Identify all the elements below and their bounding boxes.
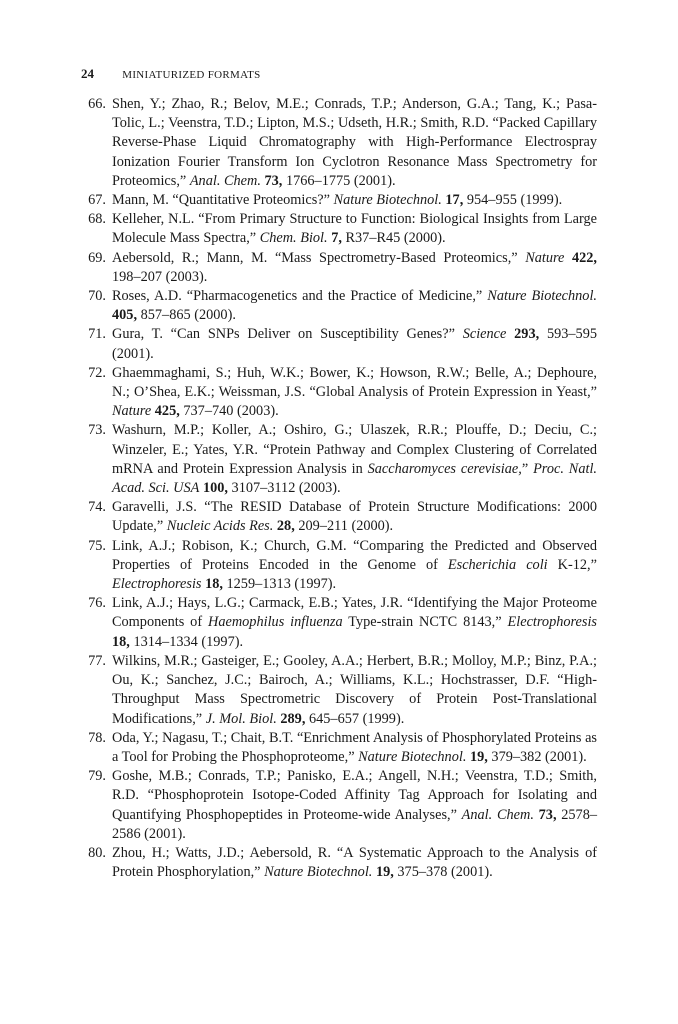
- reference-text: [112, 364, 597, 422]
- reference-item: [80, 729, 597, 767]
- reference-text-run: Wilkins, M.R.; Gasteiger, E.; Gooley, A.A.; Herbert, B.R.; Molloy, M.P.; Binz, P.A.; Ou, K.; Sanchez, J.C.; Bairoch, A.; Williams, K.L.; Hochstrasser, D.F. “High-Throughput Mass Spectrometric Discovery of Protein Post-Translational Modifications,”: [112, 652, 597, 727]
- reference-item: [80, 191, 597, 210]
- reference-text-run: Mann, M. “Quantitative Proteomics?”: [112, 192, 334, 209]
- reference-text-run: R37–R45 (2000).: [341, 230, 446, 247]
- reference-text-run: Type-strain NCTC 8143,”: [342, 614, 508, 631]
- reference-text-run: 737–740 (2003).: [179, 403, 279, 420]
- reference-text-run: Garavelli, J.S. “The RESID Database of Protein Structure Modifications: 2000 Update,”: [112, 499, 597, 535]
- reference-text-run: ”: [521, 460, 534, 477]
- reference-italic-text: Electrophoresis: [507, 614, 597, 631]
- reference-volume: 73,: [264, 172, 283, 189]
- page-header: [81, 66, 261, 82]
- reference-text: [112, 729, 597, 767]
- reference-volume: 405,: [112, 307, 138, 324]
- reference-text-run: Gura, T. “Can SNPs Deliver on Susceptibility Genes?”: [112, 326, 463, 343]
- reference-item: [80, 652, 597, 729]
- page-number: 24: [81, 66, 94, 81]
- reference-text-run: 3107–3112 (2003).: [227, 480, 341, 497]
- reference-text-run: Ghaemmaghami, S.; Huh, W.K.; Bower, K.; Howson, R.W.; Belle, A.; Dephoure, N.; O’Shea, E.K.; Weissman, J.S. “Global Analysis of Protein Expression in Yeast,”: [112, 364, 597, 401]
- reference-volume: 425,: [154, 403, 180, 420]
- reference-italic-text: Haemophilus influenza: [208, 614, 343, 631]
- reference-text: [112, 537, 597, 595]
- reference-volume: 19,: [375, 864, 394, 881]
- reference-number: 78.: [88, 729, 106, 746]
- reference-item: [80, 364, 597, 422]
- reference-number: 80.: [88, 844, 106, 861]
- reference-item: [80, 767, 597, 844]
- reference-number: 75.: [88, 537, 106, 554]
- reference-italic-text: Nature Biotechnol.: [333, 192, 442, 209]
- reference-number: 69.: [88, 249, 106, 266]
- reference-item: [80, 594, 597, 652]
- reference-volume: 100,: [202, 480, 228, 497]
- reference-list: [80, 95, 597, 882]
- reference-italic-text: Anal. Chem.: [189, 172, 261, 189]
- reference-text-run: 1259–1313 (1997).: [222, 576, 337, 593]
- reference-volume: 18,: [205, 576, 223, 593]
- reference-text: [112, 594, 597, 652]
- reference-volume: 7,: [331, 230, 342, 247]
- reference-text-run: [506, 326, 514, 342]
- reference-italic-text: Nucleic Acids Res.: [166, 518, 274, 535]
- reference-text-run: Link, A.J.; Hays, L.G.; Carmack, E.B.; Yates, J.R. “Identifying the Major Proteome Components of: [112, 595, 597, 631]
- reference-item: [80, 210, 597, 248]
- reference-text-run: Zhou, H.; Watts, J.D.; Aebersold, R. “A Systematic Approach to the Analysis of Protein Phosphorylation,”: [112, 844, 597, 881]
- reference-text: [112, 95, 597, 191]
- reference-text-run: K-12,”: [547, 556, 597, 573]
- reference-text-run: Link, A.J.; Robison, K.; Church, G.M. “Comparing the Predicted and Observed Properties of Proteins Encoded in the Genome of: [112, 537, 597, 573]
- reference-italic-text: Nature: [525, 249, 565, 266]
- reference-number: 66.: [88, 96, 106, 112]
- reference-italic-text: Nature Biotechnol.: [264, 864, 373, 881]
- reference-italic-text: Escherichia coli: [447, 556, 548, 573]
- reference-item: [80, 537, 597, 595]
- reference-text: [112, 287, 597, 325]
- reference-text-run: Roses, A.D. “Pharmacogenetics and the Practice of Medicine,”: [112, 288, 488, 305]
- reference-volume: 19,: [469, 748, 488, 765]
- reference-text-run: [564, 250, 572, 266]
- reference-text-run: 1314–1334 (1997).: [129, 633, 244, 650]
- reference-item: [80, 95, 597, 191]
- reference-text: [112, 191, 597, 210]
- reference-volume: 73,: [538, 806, 557, 823]
- reference-text-run: 1766–1775 (2001).: [282, 172, 396, 189]
- reference-text: [112, 498, 597, 536]
- reference-text-run: 2578–2586 (2001).: [112, 806, 597, 842]
- reference-text-run: Goshe, M.B.; Conrads, T.P.; Panisko, E.A.; Angell, N.H.; Veenstra, T.D.; Smith, R.D. “Phosphoprotein Isotope-Coded Affinity Tag Approach for Isolating and Quantifying Phosphopeptides in Proteome-wide Analyses,”: [112, 768, 597, 823]
- reference-italic-text: Electrophoresis: [112, 576, 202, 593]
- reference-text-run: 857–865 (2000).: [137, 307, 236, 324]
- running-title: MINIATURIZED FORMATS: [122, 69, 261, 81]
- reference-text-run: 198–207 (2003).: [112, 268, 208, 285]
- reference-item: [80, 325, 597, 363]
- reference-text: [112, 652, 597, 729]
- reference-italic-text: Nature Biotechnol.: [487, 288, 597, 305]
- reference-item: [80, 421, 597, 498]
- reference-text: [112, 767, 597, 844]
- reference-text: [112, 844, 597, 882]
- reference-italic-text: Nature Biotechnol.: [358, 748, 467, 765]
- reference-text-run: Oda, Y.; Nagasu, T.; Chait, B.T. “Enrichment Analysis of Phosphorylated Proteins as a Tool for Probing the Phosphoproteome,”: [112, 729, 597, 765]
- reference-italic-text: Chem. Biol.: [259, 230, 328, 247]
- reference-text-run: Aebersold, R.; Mann, M. “Mass Spectrometry-Based Proteomics,”: [112, 249, 526, 266]
- reference-volume: 289,: [280, 710, 306, 727]
- reference-volume: 17,: [445, 192, 464, 209]
- reference-number: 71.: [88, 326, 106, 343]
- reference-text-run: Kelleher, N.L. “From Primary Structure to Function: Biological Insights from Large Molecule Mass Spectra,”: [112, 211, 597, 247]
- reference-text: [112, 249, 597, 287]
- reference-text: [112, 421, 597, 498]
- reference-text-run: 645–657 (1999).: [305, 710, 405, 727]
- reference-volume: 293,: [514, 326, 540, 343]
- reference-item: [80, 498, 597, 536]
- reference-number: 70.: [88, 288, 106, 305]
- reference-text-run: 379–382 (2001).: [487, 748, 587, 765]
- reference-text: [112, 325, 597, 363]
- reference-italic-text: Proc. Natl. Acad. Sci. USA: [112, 460, 597, 497]
- reference-italic-text: Nature: [112, 403, 152, 420]
- reference-italic-text: Anal. Chem.: [461, 806, 534, 823]
- reference-number: 74.: [88, 499, 106, 516]
- reference-number: 72.: [88, 364, 106, 381]
- reference-number: 77.: [88, 652, 106, 669]
- reference-number: 68.: [88, 211, 106, 228]
- reference-text-run: 593–595 (2001).: [112, 326, 597, 362]
- reference-italic-text: Saccharomyces cerevisiae,: [367, 460, 522, 477]
- reference-italic-text: J. Mol. Biol.: [205, 710, 277, 727]
- reference-volume: 28,: [276, 518, 295, 535]
- reference-text-run: 375–378 (2001).: [393, 864, 493, 881]
- reference-text-run: Shen, Y.; Zhao, R.; Belov, M.E.; Conrads, T.P.; Anderson, G.A.; Tang, K.; Pasa-Tolic, L.; Veenstra, T.D.; Lipton, M.S.; Udseth, H.R.; Smith, R.D. “Packed Capillary Reverse-Phase Liquid Chromatography with High-Performance Electrospray Ionization Fourier Transform Ion Cyclotron Resonance Mass Spectrometry for Proteomics,”: [112, 96, 597, 189]
- reference-number: 73.: [88, 422, 106, 439]
- reference-text-run: 209–211 (2000).: [294, 518, 394, 535]
- reference-item: [80, 844, 597, 882]
- reference-volume: 18,: [112, 633, 130, 650]
- reference-item: [80, 249, 597, 287]
- reference-item: [80, 287, 597, 325]
- reference-italic-text: Science: [462, 326, 507, 343]
- reference-volume: 422,: [571, 249, 598, 266]
- reference-number: 79.: [88, 768, 106, 785]
- reference-text-run: Washurn, M.P.; Koller, A.; Oshiro, G.; Ulaszek, R.R.; Plouffe, D.; Deciu, C.; Winzeler, E.; Yates, Y.R. “Protein Pathway and Complex Clustering of Correlated mRNA and Protein Expression Analysis in: [112, 422, 597, 477]
- reference-text: [112, 210, 597, 248]
- reference-number: 67.: [88, 192, 106, 209]
- reference-text-run: 954–955 (1999).: [463, 192, 563, 209]
- reference-number: 76.: [88, 595, 106, 612]
